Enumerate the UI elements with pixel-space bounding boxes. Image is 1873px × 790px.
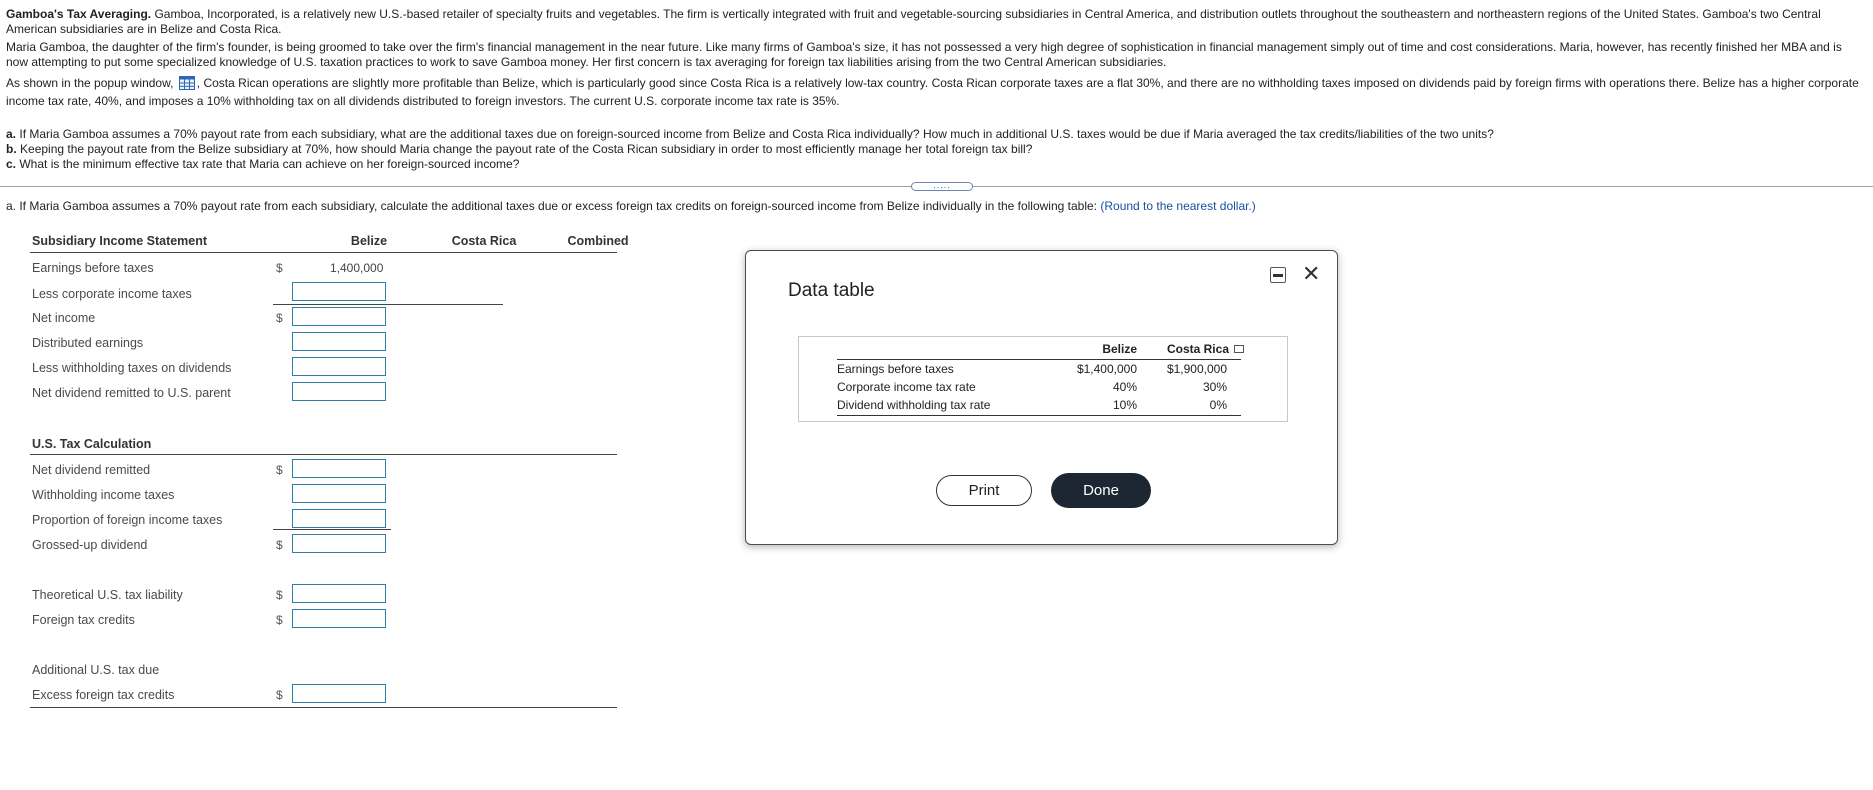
table-header-rule: [837, 359, 1241, 360]
part-a-prompt: [6, 199, 1256, 213]
problem-paragraph-3: [6, 76, 1866, 109]
row-corp-tax-label: Less corporate income taxes: [32, 287, 192, 301]
problem-statement: [6, 7, 1866, 109]
header-rule: [30, 252, 617, 253]
copy-icon[interactable]: [1234, 345, 1244, 353]
table-footer-rule: [837, 415, 1241, 416]
done-button[interactable]: Done: [1051, 473, 1151, 508]
row-label: Earnings before taxes: [837, 362, 954, 376]
question-b: [6, 142, 1494, 157]
input-belize-withholding[interactable]: [292, 357, 386, 376]
row-us-net-dividend-label: Net dividend remitted: [32, 463, 151, 477]
input-us-withholding[interactable]: [292, 484, 386, 503]
problem-text-2: Maria Gamboa, the daughter of the firm's founder, is being groomed to take over the firm's financial management in the near future. Like many firms of Gamboa's size, it has not possessed a very high degree of sophistication in financial management simply out of time and cost considerations. Maria, however, has recently finished her MBA and is now attempting to put some specialized knowledge of U.S. taxation practices to work to save Gamboa money. Her first concern is tax averaging for foreign tax liabilities arising from the two Central American subsidiaries.: [6, 40, 1842, 69]
input-proportion-foreign-taxes[interactable]: [292, 509, 386, 528]
row-theoretical-label: Theoretical U.S. tax liability: [32, 588, 183, 602]
problem-text-3b: , Costa Rican operations are slightly more profitable than Belize, which is particularly good since Costa Rica is a relatively low-tax country. Costa Rican corporate taxes are a flat 30%, and there are no withholding taxes imposed on dividends paid by foreign firms with operations there. Belize has a higher corporate income tax rate, 40%, and imposes a 10% withholding tax on all dividends distributed to foreign investors. The current U.S. corporate income tax rate is 35%.: [6, 76, 1859, 108]
costa-rica-withholding-rate: 0%: [1209, 398, 1227, 412]
row-net-income-label: Net income: [32, 311, 96, 325]
footer-rule: [30, 707, 617, 708]
close-icon[interactable]: ✕: [1302, 261, 1321, 286]
question-b-label: b.: [6, 142, 17, 156]
row-us-withholding-label: Withholding income taxes: [32, 488, 175, 502]
tax-worksheet: [30, 231, 629, 711]
belize-withholding-rate: 10%: [1112, 398, 1137, 412]
row-additional-tax-label: Additional U.S. tax due: [32, 663, 160, 677]
question-a-label: a.: [6, 127, 17, 141]
problem-title: Gamboa's Tax Averaging.: [6, 7, 152, 21]
question-c: [6, 157, 1494, 172]
row-withholding-label: Less withholding taxes on dividends: [32, 361, 232, 375]
row-grossed-up-label: Grossed-up dividend: [32, 538, 148, 552]
currency-sign: $: [276, 311, 283, 325]
currency-sign: $: [276, 588, 283, 602]
problem-paragraph-1: [6, 7, 1866, 37]
us-tax-section-title: U.S. Tax Calculation: [32, 437, 152, 451]
col-belize: Belize: [1102, 342, 1137, 356]
row-excess-credits-label: Excess foreign tax credits: [32, 688, 175, 702]
question-a-text: If Maria Gamboa assumes a 70% payout rate from each subsidiary, what are the additional taxes due on foreign-sourced income from Belize and Costa Rica individually? How much in additional U.S. taxes would be due if Maria averaged the tax credits/liabilities of the two units?: [19, 127, 1494, 141]
belize-ebt-value: 1,400,000: [330, 261, 384, 275]
header-belize: Belize: [350, 234, 388, 248]
header-costa-rica: Costa Rica: [451, 234, 517, 248]
col-costa-rica: Costa Rica: [1166, 342, 1229, 356]
costa-rica-corp-rate: 30%: [1202, 380, 1227, 394]
belize-ebt: $1,400,000: [1076, 362, 1137, 376]
problem-text-1: Gamboa, Incorporated, is a relatively new U.S.-based retailer of specialty fruits and vegetables. The firm is vertically integrated with fruit and vegetable-sourcing subsidiaries in Central America, and distribution outlets throughout the southeastern and northeastern regions of the United States. Gamboa's two Central American subsidiaries are in Belize and Costa Rica.: [6, 7, 1821, 36]
data-table-dialog: [745, 250, 1338, 545]
row-label: Corporate income tax rate: [837, 380, 976, 394]
currency-sign: $: [276, 613, 283, 627]
questions-list: [6, 127, 1494, 172]
pane-resize-handle[interactable]: .....: [911, 182, 973, 191]
question-b-text: Keeping the payout rate from the Belize subsidiary at 70%, how should Maria change the payout rate of the Costa Rican subsidiary in order to most efficiently manage her total foreign tax bill?: [20, 142, 1033, 156]
row-label: Dividend withholding tax rate: [837, 398, 991, 412]
input-belize-net-dividend[interactable]: [292, 382, 386, 401]
data-table-grid-icon[interactable]: [179, 76, 195, 94]
part-a-hint: (Round to the nearest dollar.): [1100, 199, 1256, 213]
row-proportion-label: Proportion of foreign income taxes: [32, 513, 223, 527]
us-section-rule: [30, 454, 617, 455]
input-us-net-dividend[interactable]: [292, 459, 386, 478]
minimize-icon[interactable]: [1270, 267, 1286, 283]
input-belize-corp-tax[interactable]: [292, 282, 386, 301]
input-belize-distributed[interactable]: [292, 332, 386, 351]
input-excess-credits[interactable]: [292, 684, 386, 703]
proportion-rule: [273, 529, 391, 530]
currency-sign: $: [276, 688, 283, 702]
input-belize-net-income[interactable]: [292, 307, 386, 326]
input-theoretical-liability[interactable]: [292, 584, 386, 603]
currency-sign: $: [276, 261, 283, 275]
header-subsidiary: Subsidiary Income Statement: [32, 234, 208, 248]
row-foreign-credits-label: Foreign tax credits: [32, 613, 135, 627]
belize-corp-rate: 40%: [1112, 380, 1137, 394]
part-a-text: a. If Maria Gamboa assumes a 70% payout rate from each subsidiary, calculate the additional taxes due or excess foreign tax credits on foreign-sourced income from Belize individually in the following table:: [6, 199, 1098, 213]
subtotal-rule: [273, 304, 503, 305]
print-button[interactable]: Print: [936, 475, 1032, 506]
currency-sign: $: [276, 463, 283, 477]
row-distributed-label: Distributed earnings: [32, 336, 144, 350]
costa-rica-ebt: $1,900,000: [1166, 362, 1227, 376]
problem-text-3a: As shown in the popup window,: [6, 76, 174, 90]
data-table: [798, 336, 1288, 422]
input-foreign-tax-credits[interactable]: [292, 609, 386, 628]
dialog-title: Data table: [788, 280, 875, 301]
currency-sign: $: [276, 538, 283, 552]
header-combined: Combined: [567, 234, 629, 248]
input-grossed-up-dividend[interactable]: [292, 534, 386, 553]
question-c-label: c.: [6, 157, 17, 171]
problem-paragraph-2: [6, 40, 1866, 70]
row-ebt-label: Earnings before taxes: [32, 261, 154, 275]
row-net-dividend-label: Net dividend remitted to U.S. parent: [32, 386, 231, 400]
question-a: [6, 127, 1494, 142]
question-c-text: What is the minimum effective tax rate that Maria can achieve on her foreign-sourced income?: [19, 157, 520, 171]
